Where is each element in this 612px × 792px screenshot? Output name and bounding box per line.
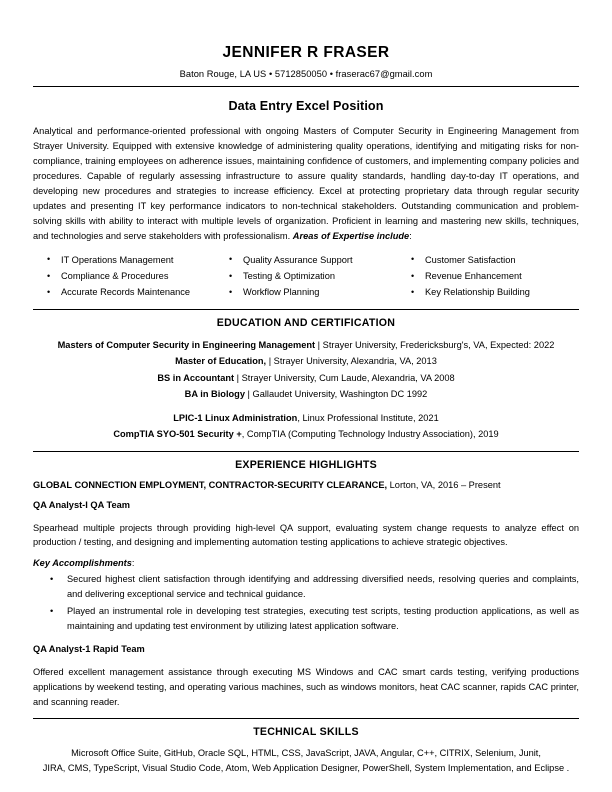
list-item: • Compliance & Procedures — [33, 268, 215, 284]
degree-name: BS in Accountant — [157, 372, 235, 383]
education-entry — [33, 386, 579, 402]
list-item: • Revenue Enhancement — [397, 268, 579, 284]
job-title-qa-analyst-1-rapid: QA Analyst-1 Rapid Team — [33, 644, 145, 655]
key-accomplishments-list — [33, 572, 579, 634]
education-entry — [33, 337, 579, 353]
job-description-2: Offered excellent management assistance through executing MS Windows and CAC smart cards testing, verifying productions applications by weekend testing, and operating various machines, such as windows monitors, heat CAC scanner, rapids CAC printer, and scanning reader. — [33, 667, 579, 708]
certification-detail: , CompTIA (Computing Technology Industry Association), 2019 — [241, 429, 499, 440]
education-spacer — [33, 403, 579, 410]
employer-line — [33, 479, 579, 492]
list-item: • Testing & Optimization — [215, 268, 397, 284]
degree-detail: | Strayer University, Alexandria, VA, 2013 — [266, 356, 437, 367]
technical-skills-section-title: TECHNICAL SKILLS — [253, 726, 359, 739]
header-divider — [33, 86, 579, 87]
technical-skills-section-divider — [33, 718, 579, 719]
degree-detail: | Strayer University, Cum Laude, Alexandria, VA 2008 — [234, 372, 455, 383]
education-section-divider — [33, 309, 579, 310]
skills-line-2: JIRA, CMS, TypeScript, Visual Studio Code, Atom, Web Application Designer, PowerShell, System Implementation, and Eclipse . — [42, 763, 570, 774]
certification-list — [33, 410, 579, 443]
education-entry — [33, 370, 579, 386]
list-item: • Secured highest client satisfaction through identifying and addressing diversified needs, resolving queries and complaints, and delivering exceptional service and technical guidance. — [33, 572, 579, 602]
degree-name: BA in Biology — [184, 389, 245, 400]
list-item: • Played an instrumental role in developing test strategies, executing test scripts, testing production applications, as well as maintaining and updating test environment by utilizing latest application software. — [33, 604, 579, 634]
education-list — [33, 337, 579, 403]
expertise-column-2 — [215, 252, 397, 301]
areas-of-expertise-label: Areas of Expertise include — [292, 230, 410, 241]
list-item: • Customer Satisfaction — [397, 252, 579, 268]
employer-name: GLOBAL CONNECTION EMPLOYMENT, CONTRACTOR-SECURITY CLEARANCE, — [33, 479, 388, 490]
list-item: • Accurate Records Maintenance — [33, 284, 215, 300]
certification-detail: , Linux Professional Institute, 2021 — [297, 412, 439, 423]
candidate-name: JENNIFER R FRASER — [222, 44, 390, 61]
areas-of-expertise-colon: : — [409, 230, 412, 241]
list-item: • Quality Assurance Support — [215, 252, 397, 268]
key-accomplishments-label — [33, 558, 579, 568]
experience-section-divider — [33, 451, 579, 452]
professional-summary — [33, 124, 579, 244]
areas-of-expertise-list — [33, 252, 579, 301]
technical-skills-list — [33, 746, 579, 776]
skills-line-1: Microsoft Office Suite, GitHub, Oracle SQL, HTML, CSS, JavaScript, JAVA, Angular, C++, CITRIX, Selenium, Junit, — [71, 748, 541, 759]
job-title-qa-analyst-i: QA Analyst-I QA Team — [33, 499, 130, 510]
degree-name: Master of Education, — [175, 356, 267, 367]
key-accomplishments-text: Key Accomplishments — [33, 558, 132, 569]
key-accomplishments-colon: : — [131, 558, 135, 569]
list-item: • Key Relationship Building — [397, 284, 579, 300]
certification-entry — [33, 410, 579, 426]
experience-section-title: EXPERIENCE HIGHLIGHTS — [235, 458, 377, 471]
expertise-column-1 — [33, 252, 215, 301]
job-description-1: Spearhead multiple projects through providing high-level QA support, evaluating system change requests to analyze effect on production / testing, and designing and implementing automation testing applications to achieve strategic objectives. — [33, 522, 579, 548]
degree-name: Masters of Computer Security in Engineering Management — [57, 339, 316, 350]
summary-text: Analytical and performance-oriented professional with ongoing Masters of Computer Security in Engineering Management from Strayer University. Equipped with extensive knowledge of administering quality operations, identifying and mitigating risks for non-compliance, training employees on adherence issues, maintaining confidence of customers, and implementing company policies and procedures. Capable of regularly assessing infrastructure to assure quality standards, handling day-to-day IT operations, and developing new procedures and strategies to increase efficiency. Excel at protecting proprietary data through regular security updates and presenting IT key performance indicators to non-technical stakeholders. Outstanding communication and problem-solving skills with ability to interact with multiple levels of organization. Proficient in learning and mastering new skills, techniques, and technologies and serve stakeholders with professionalism. — [33, 125, 579, 241]
expertise-column-3 — [397, 252, 579, 301]
certification-name: CompTIA SYO-501 Security + — [113, 429, 242, 440]
education-entry — [33, 353, 579, 369]
target-position-title: Data Entry Excel Position — [228, 98, 384, 113]
degree-detail: | Gallaudet University, Washington DC 1992 — [244, 389, 428, 400]
employer-location-dates: Lorton, VA, 2016 – Present — [387, 479, 501, 490]
contact-line: Baton Rouge, LA US • 5712850050 • fraserac67@gmail.com — [179, 68, 433, 79]
certification-entry — [33, 426, 579, 442]
list-item: • IT Operations Management — [33, 252, 215, 268]
certification-name: LPIC-1 Linux Administration — [173, 412, 298, 423]
list-item: • Workflow Planning — [215, 284, 397, 300]
degree-detail: | Strayer University, Fredericksburg's, VA, Expected: 2022 — [315, 339, 555, 350]
education-section-title: EDUCATION AND CERTIFICATION — [216, 316, 396, 329]
